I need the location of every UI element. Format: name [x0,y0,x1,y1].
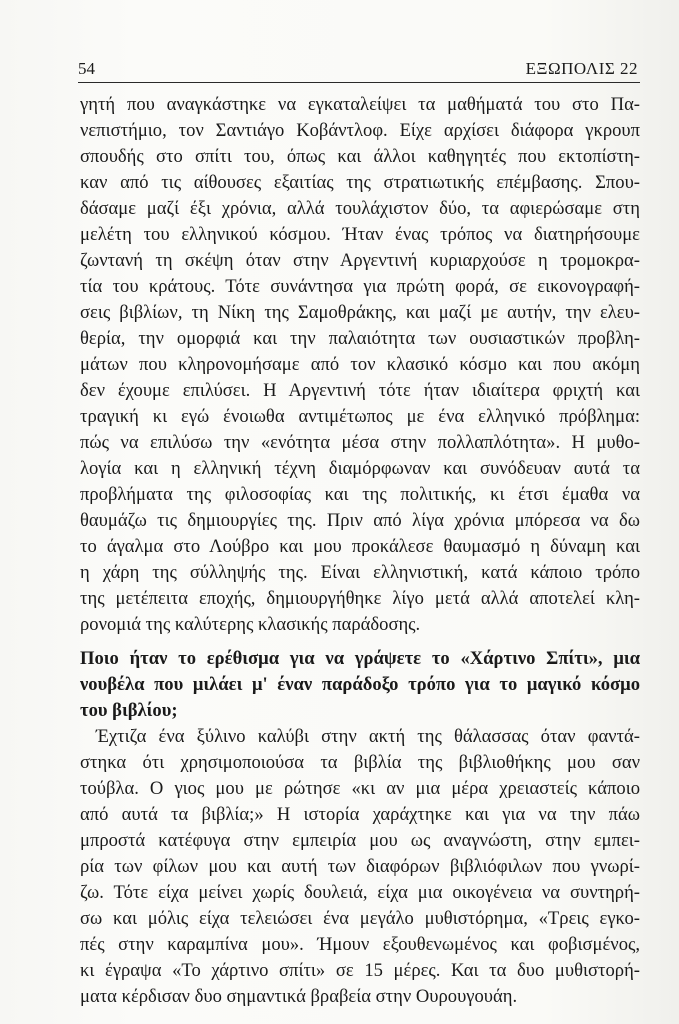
page-number: 54 [78,59,95,78]
question-line: Ποιο ήταν το ερέθισμα για να γράψετε το «Χάρτινο Σπίτι», μια [80,648,640,669]
paragraph-line: της μετέπειτα εποχής, δημιουργήθηκε λίγο μετά αλλά αποτελεί κλη- [80,588,640,609]
paragraph-line: το άγαλμα στο Λούβρο και μου προκάλεσε θαυμασμό η δύναμη και [80,536,640,557]
paragraph-line: προβλήματα της φιλοσοφίας και της πολιτικής, κι έτσι έμαθα να [80,484,640,505]
question-line: νουβέλα που μιλάει μ' έναν παράδοξο τρόπο για το μαγικό κόσμο [80,674,640,695]
answer-line: στηκα ότι χρησιμοποιούσα τα βιβλία της βιβλιοθήκης μου σαν [80,752,640,773]
paragraph-line: μάτων που κληρονομήσαμε από τον κλασικό κόσμο και που ακόμη [80,354,640,375]
answer-line: από αυτά τα βιβλία;» Η ιστορία χαράχτηκε και για να την πάω [80,804,640,825]
paragraph-line: σεις βιβλίων, τη Νίκη της Σαμοθράκης, και μαζί με αυτήν, την ελευ- [80,302,640,323]
paragraph-line: πώς να επιλύσω την «ενότητα μέσα στην πολλαπλότητα». Η μυθο- [80,432,640,453]
paragraph-line: θερία, την ομορφιά και την παλαιότητα των ουσιαστικών προβλη- [80,328,640,349]
paragraph-line: καν από τις αίθουσες εξαιτίας της στρατιωτικής επέμβασης. Σπου- [80,172,640,193]
paragraph-line: σπουδής στο σπίτι του, όπως και άλλοι καθηγητές που εκτοπίστη- [80,146,640,167]
paragraph-line: θαυμάζω τις δημιουργίες της. Πριν από λίγα χρόνια μπόρεσα να δω [80,510,640,531]
question-line: του βιβλίου; [80,700,178,721]
paragraph-line: λογία και η ελληνική τέχνη διαμόρφωναν και συνόδευαν αυτά τα [80,458,640,479]
paragraph-line: δεν έχουμε επιλύσει. Η Αργεντινή τότε ήταν ιδιαίτερα φριχτή και [80,380,640,401]
running-header [78,58,638,80]
paragraph-line: νεπιστήμιο, τον Σαντιάγο Κοβάντλοφ. Είχε αρχίσει διάφορα γκρουπ [80,120,640,141]
paragraph-line: η χάρη της σύλληψής της. Είναι ελληνιστική, κατά κάποιο τρόπο [80,562,640,583]
paragraph-line: γητή που αναγκάστηκε να εγκαταλείψει τα μαθήματά του στο Πα- [80,94,640,115]
answer-line: κι έγραψα «Το χάρτινο σπίτι» σε 15 μέρες. Και τα δυο μυθιστορή- [80,960,640,981]
paragraph-line: ζωντανή τη σκέψη όταν στην Αργεντινή κυριαρχούσε η τρομοκρα- [80,250,640,271]
answer-line: πές στην καραμπίνα μου». Ήμουν εξουθενωμένος και φοβισμένος, [80,934,640,955]
paragraph-line: τία του κράτους. Τότε συνάντησα για πρώτη φορά, σε εικονογραφή- [80,276,640,297]
answer-line: ζω. Τότε είχα μείνει χωρίς δουλειά, είχα μια οικογένεια να συντηρή- [80,882,640,903]
paragraph-line: δάσαμε μαζί έξι χρόνια, αλλά τουλάχιστον δύο, τα αφιερώσαμε στη [80,198,640,219]
answer-line: τούβλα. Ο γιος μου με ρώτησε «κι αν μια μέρα χρειαστείς κάποιο [80,778,640,799]
answer-line: ματα κέρδισαν δυο σημαντικά βραβεία στην Ουρουγουάη. [80,986,518,1007]
answer-line: Έχτιζα ένα ξύλινο καλύβι στην ακτή της θάλασσας όταν φαντά- [96,726,640,747]
journal-title: ΕΞΩΠΟΛΙΣ 22 [525,59,638,78]
paragraph-line: τραγική κι εγώ ένοιωθα αντιμέτωπος με ένα ελληνικό πρόβλημα: [80,406,640,427]
answer-line: μπροστά κατέφυγα στην εμπειρία μου ως αναγνώστη, στην εμπει- [80,830,640,851]
answer-line: ρία των φίλων μου και αυτή των διαφόρων βιβλιόφιλων που γνωρί- [80,856,640,877]
paragraph-line: ρονομιά της καλύτερης κλασικής παράδοσης. [80,614,421,635]
answer-line: σω και μόλις είχα τελειώσει ένα μεγάλο μυθιστόρημα, «Τρεις εγκο- [80,908,640,929]
header-rule [78,82,640,83]
paragraph-line: μελέτη του ελληνικού κόσμου. Ήταν ένας τρόπος να διατηρήσουμε [80,224,640,245]
